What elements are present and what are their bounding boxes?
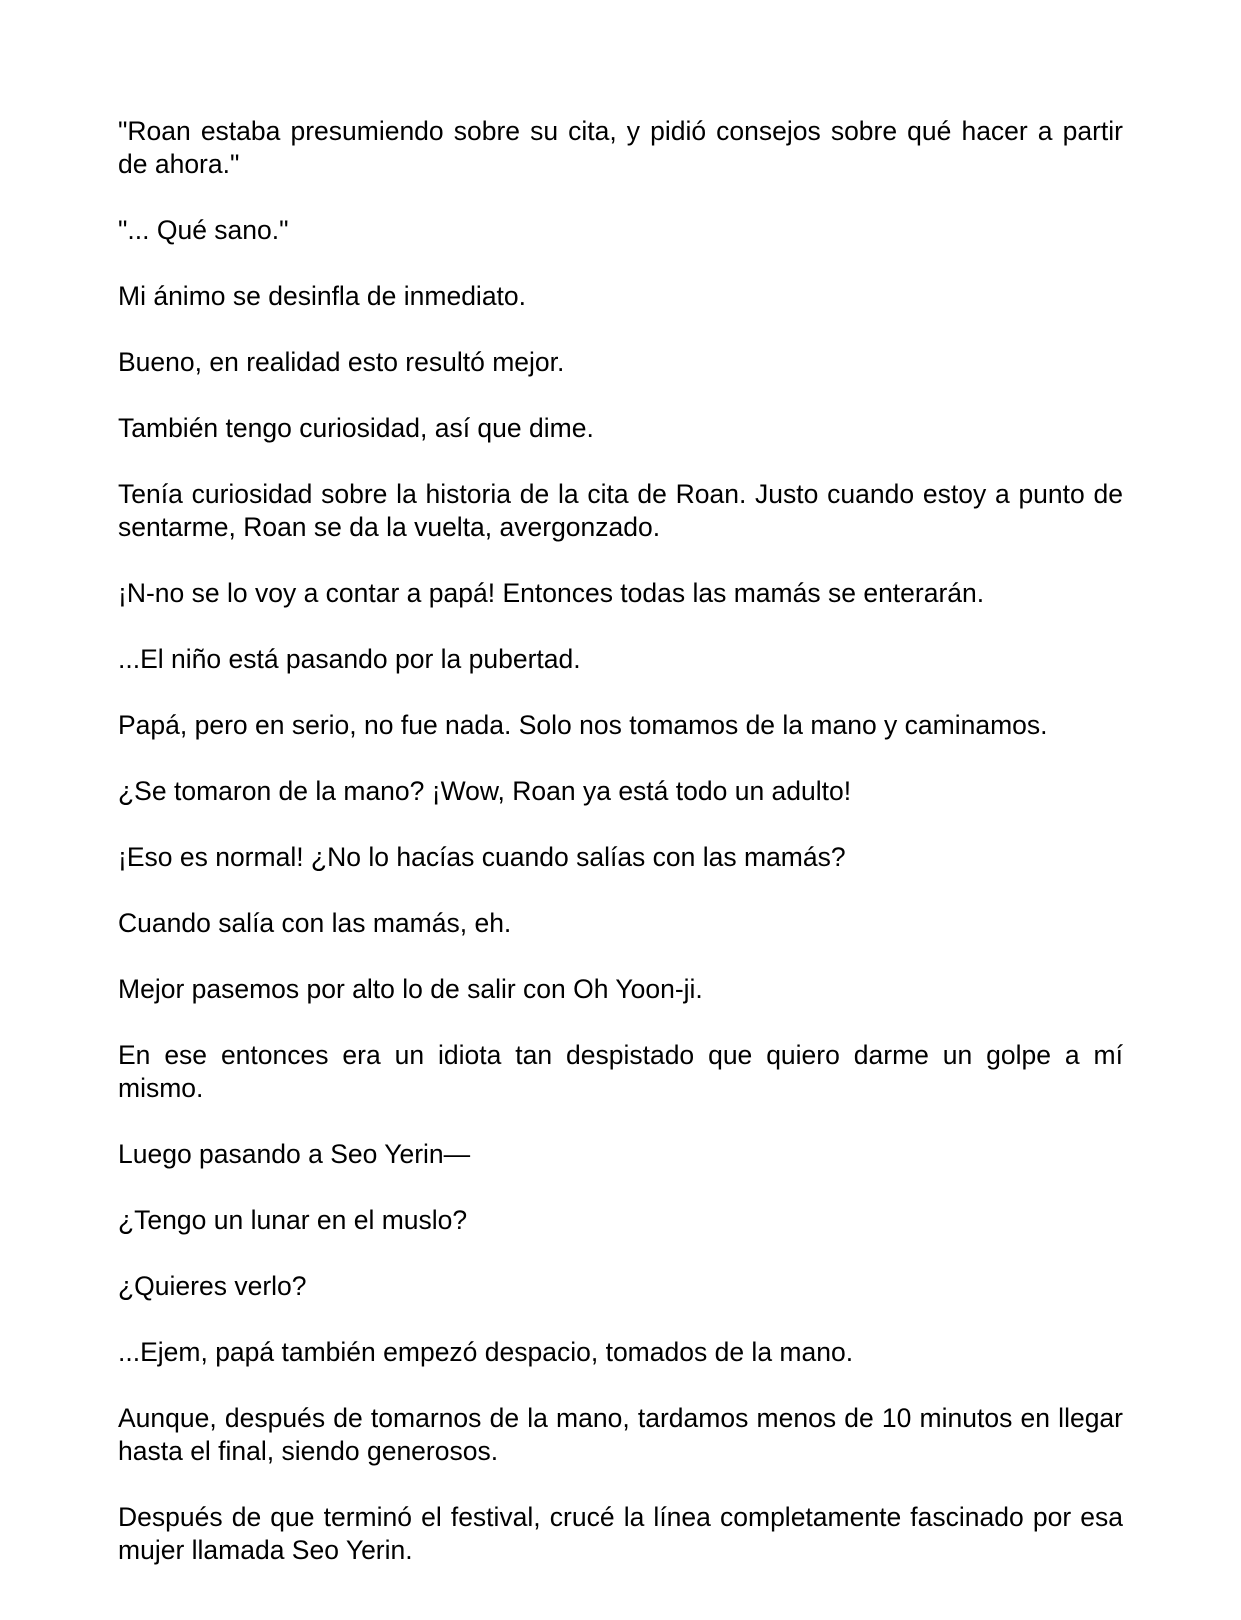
paragraph: Mi ánimo se desinfla de inmediato. (118, 281, 527, 311)
paragraph: "Roan estaba presumiendo sobre su cita, y pidió consejos sobre qué hacer a partir de ahora." (118, 116, 1123, 179)
paragraph: Mejor pasemos por alto lo de salir con Oh Yoon-ji. (118, 974, 703, 1004)
paragraph: ¿Tengo un lunar en el muslo? (118, 1205, 468, 1235)
paragraph: ¡Eso es normal! ¿No lo hacías cuando salías con las mamás? (118, 842, 846, 872)
paragraph: ...Ejem, papá también empezó despacio, tomados de la mano. (118, 1337, 854, 1367)
paragraph: Después de que terminó el festival, crucé la línea completamente fascinado por esa mujer llamada Seo Yerin. (118, 1502, 1123, 1565)
paragraph: "... Qué sano." (118, 215, 289, 245)
paragraph: Luego pasando a Seo Yerin— (118, 1139, 471, 1169)
document-body (118, 115, 1123, 1567)
paragraph: Papá, pero en serio, no fue nada. Solo nos tomamos de la mano y caminamos. (118, 710, 1048, 740)
paragraph: También tengo curiosidad, así que dime. (118, 413, 594, 443)
paragraph: Tenía curiosidad sobre la historia de la cita de Roan. Justo cuando estoy a punto de sentarme, Roan se da la vuelta, avergonzado. (118, 479, 1123, 542)
paragraph: ¡N-no se lo voy a contar a papá! Entonces todas las mamás se enterarán. (118, 578, 985, 608)
paragraph: En ese entonces era un idiota tan despistado que quiero darme un golpe a mí mismo. (118, 1040, 1123, 1103)
paragraph: Aunque, después de tomarnos de la mano, tardamos menos de 10 minutos en llegar hasta el final, siendo generosos. (118, 1403, 1123, 1466)
paragraph: Bueno, en realidad esto resultó mejor. (118, 347, 565, 377)
paragraph: ¿Se tomaron de la mano? ¡Wow, Roan ya está todo un adulto! (118, 776, 852, 806)
paragraph: ...El niño está pasando por la pubertad. (118, 644, 581, 674)
paragraph: ¿Quieres verlo? (118, 1271, 307, 1301)
paragraph: Cuando salía con las mamás, eh. (118, 908, 512, 938)
